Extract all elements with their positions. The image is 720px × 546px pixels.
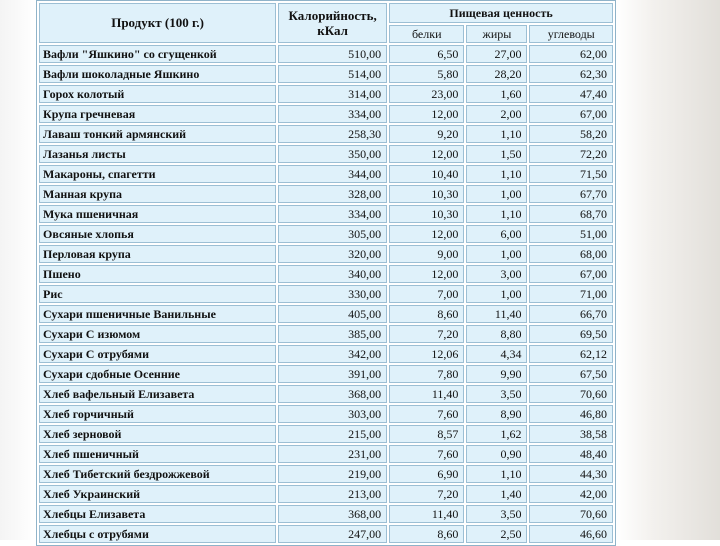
product-name-cell: Вафли шоколадные Яшкино [39,65,276,83]
calories-cell: 215,00 [278,425,387,443]
carbs-cell: 58,20 [529,125,613,143]
calories-cell: 514,00 [278,65,387,83]
carbs-cell: 68,70 [529,205,613,223]
calories-cell: 391,00 [278,365,387,383]
header-nutritional-value: Пищевая ценность [389,3,613,23]
table-row [39,105,613,123]
carbs-cell: 44,30 [529,465,613,483]
fat-cell: 1,00 [466,285,527,303]
fat-cell: 3,50 [466,385,527,403]
fat-cell: 1,00 [466,185,527,203]
table-row [39,425,613,443]
carbs-cell: 62,30 [529,65,613,83]
product-name-cell: Хлеб горчичный [39,405,276,423]
carbs-cell: 67,00 [529,265,613,283]
product-name-cell: Сухари С отрубями [39,345,276,363]
table-row [39,205,613,223]
table-row [39,265,613,283]
protein-cell: 8,60 [389,305,464,323]
right-shadow-margin [616,0,720,540]
carbs-cell: 70,60 [529,385,613,403]
table-row [39,185,613,203]
product-name-cell: Сухари сдобные Осенние [39,365,276,383]
calories-cell: 340,00 [278,265,387,283]
table-row [39,385,613,403]
carbs-cell: 67,70 [529,185,613,203]
protein-cell: 7,00 [389,285,464,303]
product-name-cell: Хлебцы Елизавета [39,505,276,523]
product-name-cell: Сухари С изюмом [39,325,276,343]
product-name-cell: Сухари пшеничные Ванильные [39,305,276,323]
protein-cell: 11,40 [389,505,464,523]
calories-cell: 350,00 [278,145,387,163]
table-row [39,505,613,523]
table-row [39,145,613,163]
calories-cell: 334,00 [278,105,387,123]
fat-cell: 0,90 [466,445,527,463]
protein-cell: 12,06 [389,345,464,363]
carbs-cell: 51,00 [529,225,613,243]
product-name-cell: Хлеб зерновой [39,425,276,443]
carbs-cell: 46,80 [529,405,613,423]
calories-cell: 368,00 [278,505,387,523]
carbs-cell: 67,50 [529,365,613,383]
fat-cell: 1,10 [466,205,527,223]
protein-cell: 10,30 [389,185,464,203]
fat-cell: 2,00 [466,105,527,123]
header-fats: жиры [466,25,527,43]
carbs-cell: 42,00 [529,485,613,503]
protein-cell: 12,00 [389,265,464,283]
product-name-cell: Хлеб пшеничный [39,445,276,463]
product-name-cell: Хлебцы с отрубями [39,525,276,543]
protein-cell: 10,30 [389,205,464,223]
calories-cell: 334,00 [278,205,387,223]
table-row [39,285,613,303]
calories-cell: 344,00 [278,165,387,183]
calories-cell: 320,00 [278,245,387,263]
table-row [39,465,613,483]
table-row [39,45,613,63]
fat-cell: 1,00 [466,245,527,263]
calories-cell: 247,00 [278,525,387,543]
product-name-cell: Овсяные хлопья [39,225,276,243]
table-row [39,365,613,383]
product-name-cell: Горох колотый [39,85,276,103]
calories-cell: 303,00 [278,405,387,423]
fat-cell: 2,50 [466,525,527,543]
fat-cell: 3,50 [466,505,527,523]
protein-cell: 7,20 [389,485,464,503]
product-name-cell: Макароны, спагетти [39,165,276,183]
calories-cell: 314,00 [278,85,387,103]
protein-cell: 5,80 [389,65,464,83]
calories-cell: 330,00 [278,285,387,303]
header-proteins: белки [389,25,464,43]
table-row [39,125,613,143]
fat-cell: 8,80 [466,325,527,343]
product-name-cell: Манная крупа [39,185,276,203]
protein-cell: 23,00 [389,85,464,103]
table-row [39,525,613,543]
table-row [39,305,613,323]
fat-cell: 1,50 [466,145,527,163]
fat-cell: 9,90 [466,365,527,383]
protein-cell: 12,00 [389,105,464,123]
carbs-cell: 38,58 [529,425,613,443]
calories-cell: 305,00 [278,225,387,243]
protein-cell: 11,40 [389,385,464,403]
carbs-cell: 69,50 [529,325,613,343]
calories-cell: 510,00 [278,45,387,63]
protein-cell: 12,00 [389,145,464,163]
product-name-cell: Мука пшеничная [39,205,276,223]
table-row [39,225,613,243]
table-row [39,165,613,183]
calories-cell: 219,00 [278,465,387,483]
product-name-cell: Пшено [39,265,276,283]
protein-cell: 7,60 [389,405,464,423]
protein-cell: 9,20 [389,125,464,143]
left-margin [0,0,36,540]
fat-cell: 1,62 [466,425,527,443]
carbs-cell: 66,70 [529,305,613,323]
table-row [39,65,613,83]
fat-cell: 1,10 [466,465,527,483]
product-name-cell: Хлеб Украинский [39,485,276,503]
carbs-cell: 67,00 [529,105,613,123]
fat-cell: 6,00 [466,225,527,243]
table-row [39,325,613,343]
carbs-cell: 68,00 [529,245,613,263]
fat-cell: 1,40 [466,485,527,503]
carbs-cell: 48,40 [529,445,613,463]
fat-cell: 1,60 [466,85,527,103]
calories-cell: 231,00 [278,445,387,463]
protein-cell: 8,57 [389,425,464,443]
calories-cell: 368,00 [278,385,387,403]
calories-cell: 213,00 [278,485,387,503]
product-name-cell: Хлеб вафельный Елизавета [39,385,276,403]
calories-cell: 258,30 [278,125,387,143]
fat-cell: 4,34 [466,345,527,363]
carbs-cell: 72,20 [529,145,613,163]
protein-cell: 12,00 [389,225,464,243]
fat-cell: 8,90 [466,405,527,423]
carbs-cell: 71,00 [529,285,613,303]
header-carbs: углеводы [529,25,613,43]
carbs-cell: 46,60 [529,525,613,543]
product-name-cell: Лазанья листы [39,145,276,163]
header-product: Продукт (100 г.) [39,3,276,43]
carbs-cell: 62,00 [529,45,613,63]
fat-cell: 27,00 [466,45,527,63]
product-name-cell: Вафли "Яшкино" со сгущенкой [39,45,276,63]
table-row [39,245,613,263]
carbs-cell: 71,50 [529,165,613,183]
protein-cell: 7,60 [389,445,464,463]
calories-cell: 405,00 [278,305,387,323]
carbs-cell: 47,40 [529,85,613,103]
fat-cell: 11,40 [466,305,527,323]
table-row [39,345,613,363]
product-name-cell: Перловая крупа [39,245,276,263]
protein-cell: 7,20 [389,325,464,343]
product-name-cell: Крупа гречневая [39,105,276,123]
calories-cell: 385,00 [278,325,387,343]
table-body [39,45,613,543]
calories-cell: 328,00 [278,185,387,203]
fat-cell: 1,10 [466,125,527,143]
protein-cell: 8,60 [389,525,464,543]
table-row [39,405,613,423]
protein-cell: 7,80 [389,365,464,383]
protein-cell: 10,40 [389,165,464,183]
table-row [39,485,613,503]
fat-cell: 28,20 [466,65,527,83]
product-name-cell: Рис [39,285,276,303]
table-header [39,3,613,43]
protein-cell: 6,50 [389,45,464,63]
fat-cell: 1,10 [466,165,527,183]
table-row [39,445,613,463]
product-name-cell: Хлеб Тибетский бездрожжевой [39,465,276,483]
carbs-cell: 62,12 [529,345,613,363]
protein-cell: 9,00 [389,245,464,263]
protein-cell: 6,90 [389,465,464,483]
nutrition-table [36,0,616,546]
carbs-cell: 70,60 [529,505,613,523]
product-name-cell: Лаваш тонкий армянский [39,125,276,143]
fat-cell: 3,00 [466,265,527,283]
table-row [39,85,613,103]
calories-cell: 342,00 [278,345,387,363]
header-calories: Калорийность, кКал [278,3,387,43]
